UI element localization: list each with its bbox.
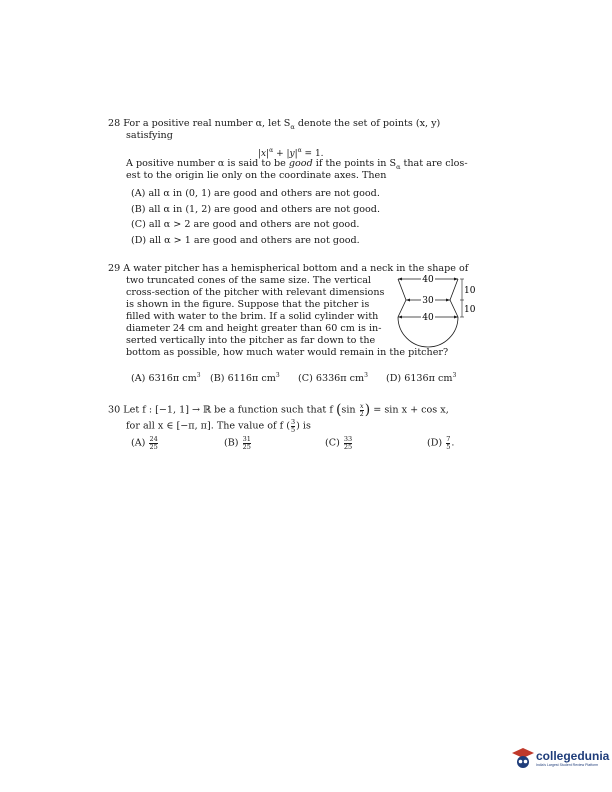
q30-d-tail: . <box>451 437 455 449</box>
q30-option-b <box>224 436 252 450</box>
q30-option-a <box>131 436 159 450</box>
q29-number: 29 <box>108 263 121 274</box>
q28-option-c: (C) all α > 2 are good and others are not good. <box>131 219 360 230</box>
mid-width-label: 30 <box>422 296 434 306</box>
q30-b-label: (B) <box>224 437 239 449</box>
q28-option-b: (B) all α in (1, 2) are good and others are not good. <box>131 204 380 215</box>
q29-text-0: A water pitcher has a hemispherical bottom and a neck in the shape of <box>123 263 469 274</box>
q28-l3a: A positive number α is said to be <box>126 158 289 169</box>
q30-frac-den: 2 <box>359 409 364 418</box>
q30-number: 30 <box>108 404 121 416</box>
upper-height-label: 10 <box>464 286 476 296</box>
q30-l1a: Let f : [−1, 1] → ℝ be a function such that f <box>123 404 333 416</box>
q29-text-2: cross-section of the pitcher with relevant dimensions <box>126 287 385 298</box>
eq-part3: = 1. <box>301 149 324 159</box>
q30-l1b: = sin x + cos x, <box>370 404 449 416</box>
q29-c-label: (C) 6336π cm <box>298 373 365 385</box>
q28-l3sub: α <box>396 162 401 171</box>
q28-l3c: that are clos- <box>400 158 468 169</box>
q30-frac2-den: 5 <box>290 425 296 434</box>
q30-d-num: 7 <box>446 435 451 443</box>
q30-c-num: 33 <box>343 435 353 443</box>
q28-subscript: α <box>290 122 295 131</box>
eq-part1: |x| <box>258 149 270 159</box>
q30-c-label: (C) <box>325 437 340 449</box>
q30-a-num: 24 <box>149 435 158 443</box>
q30-a-label: (A) <box>131 437 146 449</box>
q30-d-label: (D) <box>427 437 443 449</box>
q28-l3b: if the points in S <box>312 158 397 169</box>
q29-b-sup: 3 <box>275 372 280 379</box>
q30-a-den: 25 <box>149 442 158 451</box>
q30-c-den: 25 <box>343 442 353 451</box>
q30-line2: for all x ∈ [−π, π]. The value of f ( $\frac{3}{5}$ ) is <box>126 418 311 434</box>
q29-text-4: filled with water to the brim. If a solid cylinder with <box>126 311 379 322</box>
neck-right-upper <box>450 279 458 300</box>
q30-paren-close: ) <box>364 402 371 418</box>
q30-d-den: 5 <box>446 442 451 451</box>
q28-option-a: (A) all α in (0, 1) are good and others are not good. <box>131 188 380 199</box>
q30-sin: sin <box>341 404 356 416</box>
q29-b-label: (B) 6116π cm <box>210 373 276 385</box>
q29-text-6: serted vertically into the pitcher as far down to the <box>126 335 376 346</box>
neck-left-lower <box>398 300 406 317</box>
q30-a-frac <box>149 436 157 450</box>
lower-height-label: 10 <box>464 305 476 315</box>
q29-text-3: is shown in the figure. Suppose that the pitcher is <box>126 299 370 310</box>
q30-c-frac <box>344 436 352 450</box>
logo-eye-left <box>519 760 523 764</box>
brand-tagline: India's Largest Student Review Platform <box>536 763 599 767</box>
q30-option-c <box>325 436 353 450</box>
eq-part2: + |y| <box>273 149 298 159</box>
neck-left-upper <box>398 279 406 300</box>
eq-sup2: α <box>297 147 302 154</box>
q30-b-num: 31 <box>242 435 251 443</box>
q30-line1 <box>108 400 449 420</box>
q29-d-label: (D) 6136π cm <box>386 373 453 385</box>
neck-right-lower <box>450 300 458 317</box>
q30-l2a: for all x ∈ [−π, π]. The value of f <box>126 420 284 432</box>
graduate-logo-icon <box>511 746 535 770</box>
q30-frac-35 <box>291 419 295 433</box>
q28-text: For a positive real number α, let S <box>123 118 291 129</box>
mid-arrow-left <box>406 299 410 302</box>
q30-frac-num: x <box>359 402 364 410</box>
q29-text-5: diameter 24 cm and height greater than 60 cm is in- <box>126 323 382 334</box>
pitcher-diagram <box>390 270 490 370</box>
q28-good: good <box>288 158 313 169</box>
q29-d-sup: 3 <box>452 372 457 379</box>
mid-arrow-right <box>446 299 450 302</box>
q29-a-sup: 3 <box>196 372 201 379</box>
logo-eye-right <box>524 760 528 764</box>
q29-option-c <box>298 372 368 384</box>
q30-d-frac <box>446 436 450 450</box>
q29-option-d <box>386 372 456 384</box>
q28-line2: satisfying <box>126 130 173 141</box>
q28-text-end: denote the set of points (x, y) <box>294 118 441 129</box>
q30-paren-open: ( <box>335 402 342 418</box>
q30-frac-x2 <box>360 403 364 417</box>
q29-option-b <box>210 372 280 384</box>
q29-a-label: (A) 6316π cm <box>131 373 197 385</box>
q29-c-sup: 3 <box>364 372 368 379</box>
brand-name: collegedunia <box>536 749 610 763</box>
q29-text-1: two truncated cones of the same size. The vertical <box>126 275 371 286</box>
q30-b-frac <box>243 436 251 450</box>
q30-option-d <box>427 436 454 450</box>
q30-l2b: is <box>299 420 311 432</box>
top-width-label: 40 <box>422 275 434 285</box>
q30-frac2-num: 3 <box>290 418 296 426</box>
bottom-width-label: 40 <box>422 313 434 323</box>
q29-option-a <box>131 372 201 384</box>
q29-text-7: bottom as possible, how much water would remain in the pitcher? <box>126 347 449 358</box>
q30-b-den: 25 <box>242 442 251 451</box>
q28-option-d: (D) all α > 1 are good and others are not good. <box>131 235 360 246</box>
q28-number: 28 <box>108 118 121 129</box>
q28-line4: est to the origin lie only on the coordinate axes. Then <box>126 170 387 181</box>
eq-sup1: α <box>269 147 274 154</box>
